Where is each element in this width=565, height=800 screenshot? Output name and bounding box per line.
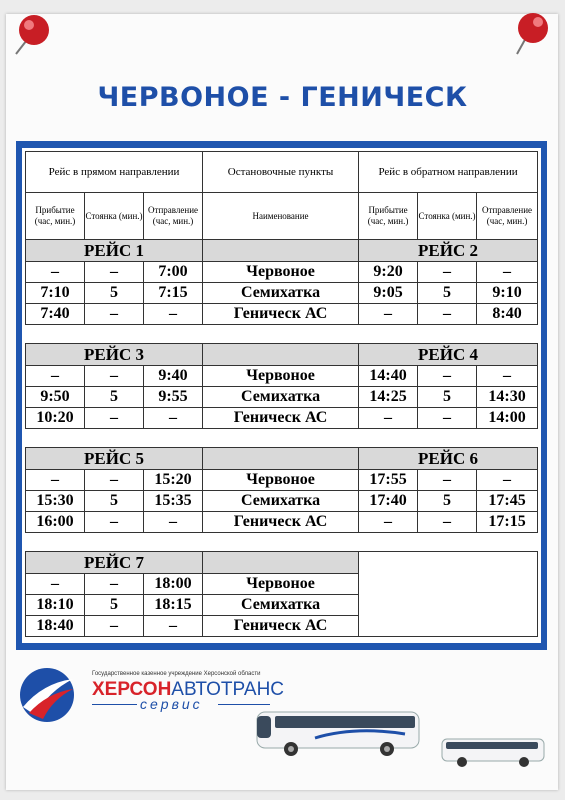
- stop-name: Червоное: [203, 366, 359, 387]
- departure-cell: –: [144, 512, 203, 533]
- arrival-cell: –: [359, 408, 418, 429]
- arrival-cell: –: [26, 574, 85, 595]
- stop-name: Геническ АС: [203, 304, 359, 325]
- stay-cell: 5: [85, 491, 144, 512]
- departure-cell: 18:15: [144, 595, 203, 616]
- bus-image: [255, 708, 425, 758]
- departure-cell: 8:40: [477, 304, 538, 325]
- arrival-cell: 17:55: [359, 470, 418, 491]
- arrival-cell: 7:40: [26, 304, 85, 325]
- stop-name: Семихатка: [203, 595, 359, 616]
- arrival-cell: 18:10: [26, 595, 85, 616]
- departure-cell: 14:30: [477, 387, 538, 408]
- departure-cell: 9:10: [477, 283, 538, 304]
- stay-cell: –: [85, 408, 144, 429]
- header-departure: Отправление (час, мин.): [477, 193, 538, 240]
- stay-cell: –: [85, 574, 144, 595]
- stay-cell: 5: [418, 283, 477, 304]
- brand-name: ХЕРСОНАВТОТРАНС: [92, 679, 285, 700]
- arrival-cell: 16:00: [26, 512, 85, 533]
- trip-label: РЕЙС 5: [26, 448, 203, 470]
- stay-cell: 5: [85, 283, 144, 304]
- departure-cell: 9:40: [144, 366, 203, 387]
- stay-cell: –: [85, 616, 144, 637]
- header-forward: Рейс в прямом направлении: [26, 152, 203, 193]
- arrival-cell: 15:30: [26, 491, 85, 512]
- arrival-cell: –: [359, 512, 418, 533]
- departure-cell: 7:15: [144, 283, 203, 304]
- page-title: ЧЕРВОНОЕ - ГЕНИЧЕСК: [97, 82, 468, 113]
- header-stay: Стоянка (мин.): [85, 193, 144, 240]
- trip-label: РЕЙС 1: [26, 240, 203, 262]
- trip-label: РЕЙС 2: [359, 240, 538, 262]
- departure-cell: –: [144, 408, 203, 429]
- departure-cell: –: [144, 616, 203, 637]
- stop-name: Геническ АС: [203, 408, 359, 429]
- arrival-cell: –: [359, 304, 418, 325]
- stop-name: Червоное: [203, 262, 359, 283]
- schedule-table: [25, 151, 538, 637]
- stay-cell: –: [418, 470, 477, 491]
- brand-servis: сервис: [140, 696, 203, 712]
- stop-name: Семихатка: [203, 283, 359, 304]
- arrival-cell: 17:40: [359, 491, 418, 512]
- stay-cell: –: [85, 366, 144, 387]
- stay-cell: –: [418, 262, 477, 283]
- stay-cell: 5: [418, 491, 477, 512]
- departure-cell: 15:35: [144, 491, 203, 512]
- arrival-cell: 10:20: [26, 408, 85, 429]
- arrival-cell: –: [26, 262, 85, 283]
- stop-name: Семихатка: [203, 491, 359, 512]
- arrival-cell: 9:50: [26, 387, 85, 408]
- stop-name: Геническ АС: [203, 512, 359, 533]
- agency-name: Государственное казенное учреждение Херсонской области: [92, 671, 261, 677]
- departure-cell: 9:55: [144, 387, 203, 408]
- logo-icon: [19, 667, 75, 723]
- trip-label: РЕЙС 3: [26, 344, 203, 366]
- arrival-cell: 9:20: [359, 262, 418, 283]
- departure-cell: –: [144, 304, 203, 325]
- arrival-cell: 18:40: [26, 616, 85, 637]
- header-stops: Остановочные пункты: [203, 152, 359, 193]
- stop-name: Семихатка: [203, 387, 359, 408]
- stay-cell: –: [85, 304, 144, 325]
- header-arrival: Прибытие (час, мин.): [26, 193, 85, 240]
- header-departure: Отправление (час, мин.): [144, 193, 203, 240]
- departure-cell: 7:00: [144, 262, 203, 283]
- stop-name: Червоное: [203, 574, 359, 595]
- departure-cell: –: [477, 470, 538, 491]
- departure-cell: 18:00: [144, 574, 203, 595]
- pin-icon-right: [505, 6, 553, 56]
- header-arrival: Прибытие (час, мин.): [359, 193, 418, 240]
- trip-label: РЕЙС 4: [359, 344, 538, 366]
- stay-cell: –: [85, 470, 144, 491]
- stay-cell: 5: [85, 387, 144, 408]
- trip-label: РЕЙС 6: [359, 448, 538, 470]
- departure-cell: –: [477, 262, 538, 283]
- stop-name: Червоное: [203, 470, 359, 491]
- trip-label: РЕЙС 7: [26, 552, 203, 574]
- departure-cell: –: [477, 366, 538, 387]
- stay-cell: 5: [418, 387, 477, 408]
- departure-cell: 15:20: [144, 470, 203, 491]
- pin-icon-left: [8, 8, 56, 58]
- stay-cell: –: [418, 366, 477, 387]
- stay-cell: –: [418, 408, 477, 429]
- arrival-cell: 14:40: [359, 366, 418, 387]
- stay-cell: –: [418, 304, 477, 325]
- stay-cell: –: [85, 262, 144, 283]
- stay-cell: –: [418, 512, 477, 533]
- departure-cell: 17:15: [477, 512, 538, 533]
- stop-name: Геническ АС: [203, 616, 359, 637]
- arrival-cell: –: [26, 470, 85, 491]
- arrival-cell: 7:10: [26, 283, 85, 304]
- bus-image: [440, 736, 548, 768]
- departure-cell: 14:00: [477, 408, 538, 429]
- arrival-cell: 14:25: [359, 387, 418, 408]
- header-backward: Рейс в обратном направлении: [359, 152, 538, 193]
- stay-cell: –: [85, 512, 144, 533]
- header-name: Наименование: [203, 193, 359, 240]
- arrival-cell: –: [26, 366, 85, 387]
- departure-cell: 17:45: [477, 491, 538, 512]
- stay-cell: 5: [85, 595, 144, 616]
- arrival-cell: 9:05: [359, 283, 418, 304]
- header-stay: Стоянка (мин.): [418, 193, 477, 240]
